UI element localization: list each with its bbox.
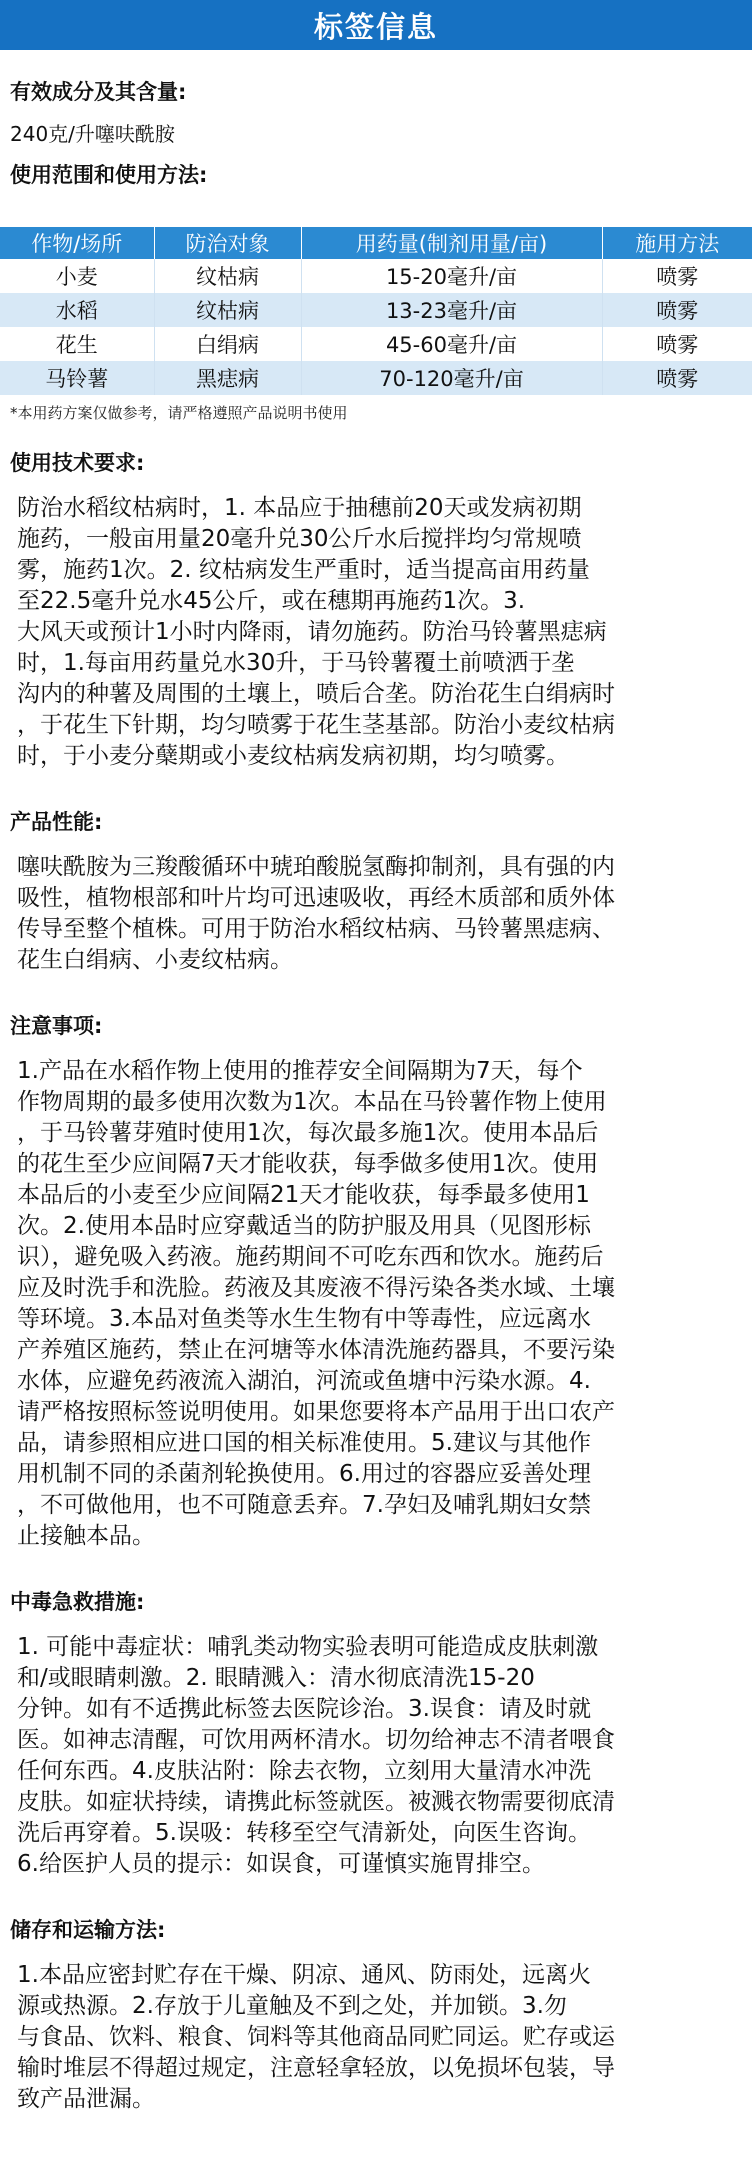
text-line: 止接触本品。 [17, 1523, 155, 1549]
text-line: 1.本品应密封贮存在干燥、阴凉、通风、防雨处，远离火 [17, 1962, 591, 1988]
storage-text [0, 1960, 752, 2115]
text-line: 皮肤。如症状持续，请携此标签就医。被溅衣物需要彻底清 [17, 1789, 615, 1815]
text-line: 应及时洗手和洗脸。药液及其废液不得污染各类水域、土壤 [17, 1275, 615, 1301]
usage-heading: 使用范围和使用方法: [10, 163, 208, 187]
table-row [0, 327, 752, 361]
text-line: 时，1.每亩用药量兑水30升，于马铃薯覆土前喷洒于垄 [17, 650, 575, 676]
text-line: 防治水稻纹枯病时，1. 本品应于抽穗前20天或发病初期 [17, 495, 582, 521]
text-line: 医。如神志清醒，可饮用两杯清水。切勿给神志不清者喂食 [17, 1727, 615, 1753]
text-line: 识），避免吸入药液。施药期间不可吃东西和饮水。施药后 [17, 1244, 604, 1270]
text-line: 和/或眼睛刺激。2. 眼睛溅入：清水彻底清洗15-20 [17, 1665, 535, 1691]
table-cell: 喷雾 [602, 293, 752, 327]
text-line: 源或热源。2.存放于儿童触及不到之处，并加锁。3.勿 [17, 1993, 567, 2019]
column-header-target: 防治对象 [154, 227, 301, 259]
ingredients-heading: 有效成分及其含量: [10, 80, 187, 104]
text-line: ，于花生下针期，均匀喷雾于花生茎基部。防治小麦纹枯病 [17, 712, 615, 738]
text-line: 时，于小麦分蘖期或小麦纹枯病发病初期，均匀喷雾。 [17, 743, 569, 769]
dosage-table [0, 227, 752, 395]
text-line: 分钟。如有不适携此标签去医院诊治。3.误食：请及时就 [17, 1696, 591, 1722]
first-aid-section [0, 1586, 752, 1616]
table-cell: 15-20毫升/亩 [301, 259, 602, 293]
technique-section [0, 447, 752, 477]
table-cell: 花生 [0, 327, 154, 361]
text-line: 传导至整个植株。可用于防治水稻纹枯病、马铃薯黑痣病、 [17, 916, 615, 942]
ingredients-value: 240克/升噻呋酰胺 [10, 122, 175, 146]
text-line: ，不可做他用，也不可随意丢弃。7.孕妇及哺乳期妇女禁 [17, 1492, 591, 1518]
text-line: 1.产品在水稻作物上使用的推荐安全间隔期为7天，每个 [17, 1058, 583, 1084]
text-line: 与食品、饮料、粮食、饲料等其他商品同贮同运。贮存或运 [17, 2024, 615, 2050]
precautions-text [0, 1056, 752, 1552]
table-header-row [0, 227, 752, 259]
table-cell: 水稻 [0, 293, 154, 327]
text-line: 本品后的小麦至少应间隔21天才能收获，每季最多使用1 [17, 1182, 590, 1208]
text-line: 等环境。3.本品对鱼类等水生生物有中等毒性，应远离水 [17, 1306, 591, 1332]
table-row [0, 293, 752, 327]
text-line: 请严格按照标签说明使用。如果您要将本产品用于出口农产 [17, 1399, 615, 1425]
usage-note: *本用药方案仅做参考，请严格遵照产品说明书使用 [10, 404, 348, 422]
performance-text [0, 852, 752, 976]
table-cell: 45-60毫升/亩 [301, 327, 602, 361]
table-cell: 小麦 [0, 259, 154, 293]
table-cell: 黑痣病 [154, 361, 301, 395]
table-cell: 马铃薯 [0, 361, 154, 395]
text-line: 施药，一般亩用量20毫升兑30公斤水后搅拌均匀常规喷 [17, 526, 582, 552]
table-row [0, 259, 752, 293]
text-line: 沟内的种薯及周围的土壤上，喷后合垄。防治花生白绢病时 [17, 681, 615, 707]
table-cell: 纹枯病 [154, 293, 301, 327]
text-line: 洗后再穿着。5.误吸：转移至空气清新处，向医生咨询。 [17, 1820, 591, 1846]
table-cell: 喷雾 [656, 333, 699, 357]
column-header-method: 施用方法 [602, 227, 752, 259]
table-cell: 喷雾 [656, 265, 699, 289]
text-line: 1. 可能中毒症状：哺乳类动物实验表明可能造成皮肤刺激 [17, 1634, 599, 1660]
technique-text [0, 493, 752, 772]
table-cell: 白绢病 [154, 327, 301, 361]
text-line: 作物周期的最多使用次数为1次。本品在马铃薯作物上使用 [17, 1089, 607, 1115]
text-line: 致产品泄漏。 [17, 2086, 155, 2112]
first-aid-heading: 中毒急救措施: [10, 1590, 145, 1614]
page-title-bar [0, 0, 752, 50]
text-line: 的花生至少应间隔7天才能收获，每季做多使用1次。使用 [17, 1151, 599, 1177]
text-line: 至22.5毫升兑水45公斤，或在穗期再施药1次。3. [17, 588, 526, 614]
text-line: 花生白绢病、小麦纹枯病。 [17, 947, 293, 973]
table-cell: 喷雾 [602, 361, 752, 395]
text-line: 雾，施药1次。2. 纹枯病发生严重时，适当提高亩用药量 [17, 557, 590, 583]
text-line: 用机制不同的杀菌剂轮换使用。6.用过的容器应妥善处理 [17, 1461, 591, 1487]
text-line: 大风天或预计1小时内降雨，请勿施药。防治马铃薯黑痣病 [17, 619, 607, 645]
performance-heading: 产品性能: [10, 810, 103, 834]
table-cell: 纹枯病 [154, 259, 301, 293]
storage-section [0, 1914, 752, 1944]
ingredients-section [0, 76, 752, 189]
text-line: ，于马铃薯芽殖时使用1次，每次最多施1次。使用本品后 [17, 1120, 599, 1146]
text-line: 吸性，植物根部和叶片均可迅速吸收，再经木质部和质外体 [17, 885, 615, 911]
text-line: 产养殖区施药，禁止在河塘等水体清洗施药器具，不要污染 [17, 1337, 615, 1363]
column-header-dosage: 用药量(制剂用量/亩) [301, 227, 602, 259]
table-cell: 70-120毫升/亩 [301, 361, 602, 395]
column-header-crop: 作物/场所 [0, 227, 154, 259]
text-line: 水体，应避免药液流入湖泊，河流或鱼塘中污染水源。4. [17, 1368, 591, 1394]
text-line: 品，请参照相应进口国的相关标准使用。5.建议与其他作 [17, 1430, 591, 1456]
first-aid-text [0, 1632, 752, 1880]
storage-heading: 储存和运输方法: [10, 1918, 166, 1942]
text-line: 噻呋酰胺为三羧酸循环中琥珀酸脱氢酶抑制剂，具有强的内 [17, 854, 615, 880]
table-cell: 13-23毫升/亩 [301, 293, 602, 327]
page-title: 标签信息 [313, 9, 438, 44]
dosage-table-wrap [0, 227, 752, 423]
text-line: 任何东西。4.皮肤沾附：除去衣物，立刻用大量清水冲洗 [17, 1758, 591, 1784]
table-row [0, 361, 752, 395]
technique-heading: 使用技术要求: [10, 451, 145, 475]
precautions-section [0, 1010, 752, 1040]
performance-section [0, 806, 752, 836]
text-line: 输时堆层不得超过规定，注意轻拿轻放，以免损坏包装，导 [17, 2055, 615, 2081]
text-line: 6.给医护人员的提示：如误食，可谨慎实施胃排空。 [17, 1851, 545, 1877]
text-line: 次。2.使用本品时应穿戴适当的防护服及用具（见图形标 [17, 1213, 591, 1239]
precautions-heading: 注意事项: [10, 1014, 103, 1038]
